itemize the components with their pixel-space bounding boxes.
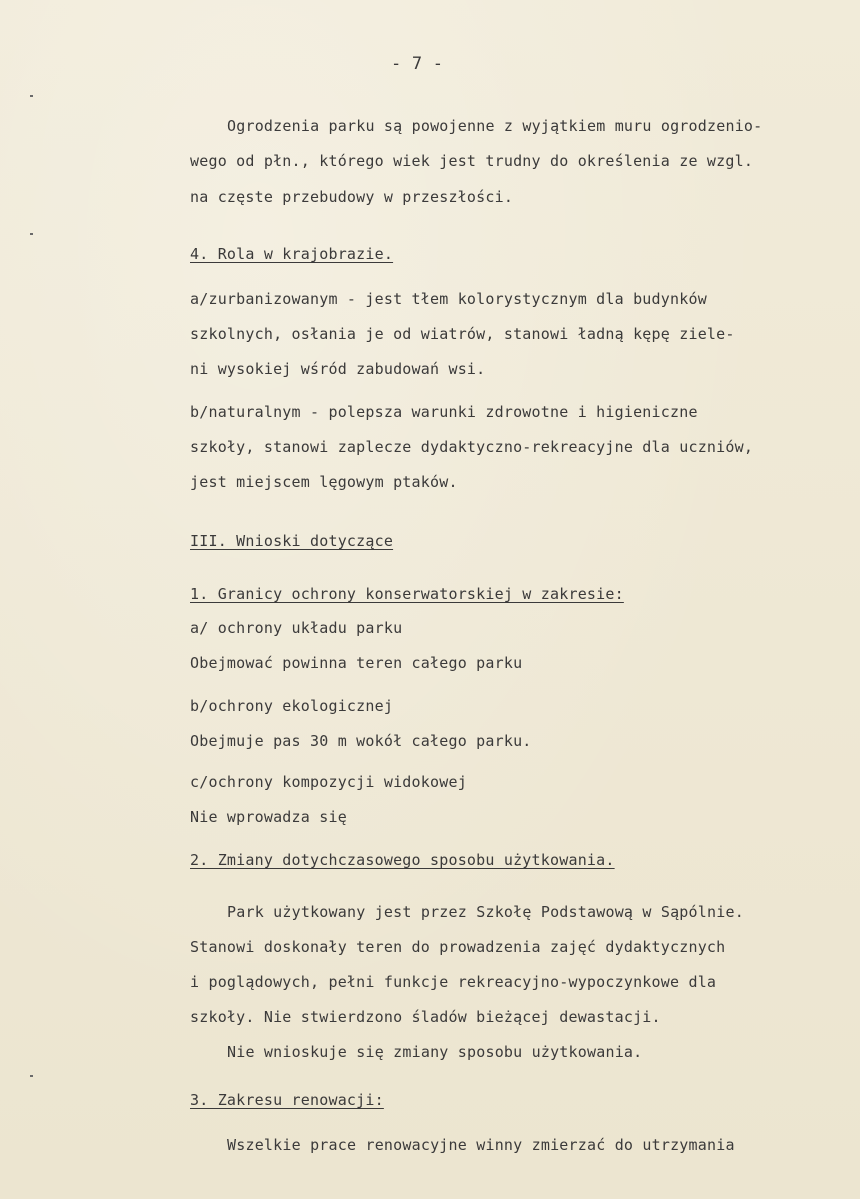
paragraph-line: Wszelkie prace renowacyjne winny zmierzać do utrzymania xyxy=(227,1136,735,1154)
paragraph-line: Stanowi doskonały teren do prowadzenia zajęć dydaktycznych xyxy=(190,938,726,956)
paragraph-line: jest miejscem lęgowym ptaków. xyxy=(190,473,458,491)
paragraph-line: wego od płn., którego wiek jest trudny do określenia ze wzgl. xyxy=(190,152,754,170)
paragraph-line: b/naturalnym - polepsza warunki zdrowotne i higieniczne xyxy=(190,403,698,421)
list-item-label: a/ ochrony układu parku xyxy=(190,619,403,637)
paragraph-line: ni wysokiej wśród zabudowań wsi. xyxy=(190,360,486,378)
list-item-label: c/ochrony kompozycji widokowej xyxy=(190,773,467,791)
page-number: - 7 - xyxy=(391,54,444,74)
paragraph-line: i poglądowych, pełni funkcje rekreacyjno-wypoczynkowe dla xyxy=(190,973,717,991)
subsection-heading: 3. Zakresu renowacji: xyxy=(190,1091,384,1109)
paragraph-line: szkolnych, osłania je od wiatrów, stanowi ładną kępę ziele- xyxy=(190,325,735,343)
subsection-heading: 2. Zmiany dotychczasowego sposobu użytkowania. xyxy=(190,851,615,869)
paragraph-line: na częste przebudowy w przeszłości. xyxy=(190,188,514,206)
section-heading: 4. Rola w krajobrazie. xyxy=(190,245,394,263)
paragraph-line: szkoły, stanowi zaplecze dydaktyczno-rekreacyjne dla uczniów, xyxy=(190,438,754,456)
paragraph-line: Ogrodzenia parku są powojenne z wyjątkiem muru ogrodzenio- xyxy=(227,117,763,135)
list-item-text: Obejmować powinna teren całego parku xyxy=(190,654,523,672)
scan-speck xyxy=(30,1075,33,1077)
list-item-label: b/ochrony ekologicznej xyxy=(190,697,394,715)
list-item-text: Obejmuje pas 30 m wokół całego parku. xyxy=(190,732,532,750)
paragraph-line: a/zurbanizowanym - jest tłem kolorystycznym dla budynków xyxy=(190,290,707,308)
scan-speck xyxy=(30,95,33,97)
section-heading: III. Wnioski dotyczące xyxy=(190,532,394,550)
paragraph-line: szkoły. Nie stwierdzono śladów bieżącej dewastacji. xyxy=(190,1008,661,1026)
list-item-text: Nie wprowadza się xyxy=(190,808,347,826)
paragraph-line: Park użytkowany jest przez Szkołę Podstawową w Sąpólnie. xyxy=(227,903,744,921)
scan-speck xyxy=(30,233,33,235)
paragraph-line: Nie wnioskuje się zmiany sposobu użytkowania. xyxy=(227,1043,643,1061)
subsection-heading: 1. Granicy ochrony konserwatorskiej w zakresie: xyxy=(190,585,624,603)
